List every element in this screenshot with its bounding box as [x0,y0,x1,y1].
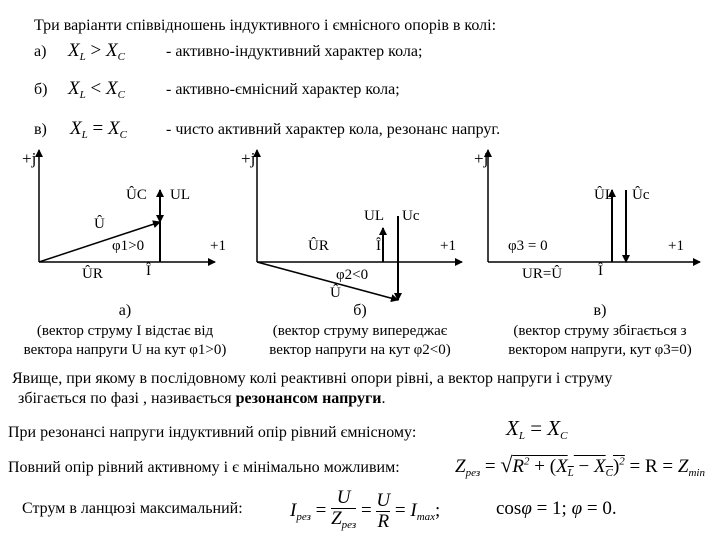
impedance-text: Повний опір рівний активному і є мінімально можливим: [8,459,400,476]
uc-label-c: Ûc [632,187,650,203]
caption-line2-a: вектора напруги U на кут φ1>0) [23,342,227,358]
caption-line1-a: (вектор струму І відстає від [36,323,214,339]
uc-label-b: Uc [402,208,420,224]
intro-text: Три варіанти співвідношень індуктивного і ємнісного опорів в колі: [34,17,497,34]
resonance-text: При резонансі напруги індуктивний опір рівний ємнісному: [8,424,417,441]
impedance-formula: $Z_{рез} = √R^2 + (X_L - X_C)^2 = R = Z_{min}$ [455,452,705,479]
resonance-formula: $X_L = X_C$ [506,416,568,442]
definition-line2: збігається по фазі , називається резонансом напруги. [18,390,386,407]
case-a-marker: а) [34,43,47,60]
current-formula: $I_{рез}$ = U $Z_{рез}$ = $\frac{U}{R}$ = $I_{max}$; [290,487,441,532]
case-c-desc: - чисто активний характер кола, резонанс напруг. [166,121,501,138]
vector-u-b [257,262,398,300]
angle-label-c: φ3 = 0 [508,238,548,254]
axis-real-label-c: +1 [668,238,684,254]
axis-j-label-a: +j [22,149,37,168]
uc-label-a: ÛC [126,187,147,203]
case-c-formula: $X_L = X_C$ [70,118,127,141]
angle-label-b: φ2<0 [336,267,369,283]
case-b-marker: б) [34,81,48,98]
u-label-a: Û [94,216,105,232]
u-label-b: Û [330,285,341,301]
caption-line1-c: (вектор струму збігається з [513,323,687,339]
axis-real-label-b: +1 [440,238,456,254]
current-text: Струм в ланцюзі максимальний: [22,500,243,517]
ul-label-c: ÛL [594,187,614,203]
caption-letter-b: б) [353,302,367,319]
axis-j-label-b: +j [241,149,256,168]
case-b-desc: - активно-ємнісний характер кола; [166,81,400,98]
ul-label-a: UL [170,187,190,203]
ur-label-a: ÛR [82,266,103,282]
case-b-formula: $X_L < X_C$ [68,78,125,101]
caption-line2-c: вектором напруги, кут φ3=0) [508,342,692,358]
caption-line1-b: (вектор струму випереджає [272,323,448,339]
cos-formula: cosφ = 1; φ = 0. [496,498,617,519]
definition-line1: Явище, при якому в послідовному колі реактивні опори рівні, а вектор напруги і струму [12,370,613,387]
current-label-a: Î [146,263,151,279]
angle-label-a: φ1>0 [112,238,145,254]
case-a-desc: - активно-індуктивний характер кола; [166,43,423,60]
ul-label-b: UL [364,208,384,224]
axis-real-label-a: +1 [210,238,226,254]
ur-label-c: UR=Û [522,266,563,282]
current-label-c: Î [598,263,603,279]
caption-letter-a: а) [118,302,132,319]
caption-letter-c: в) [593,302,607,319]
definition-term: резонансом напруги [235,390,382,407]
current-label-b: Î [376,238,381,254]
caption-line2-b: вектор напруги на кут φ2<0) [269,342,451,358]
ur-label-b: ÛR [308,238,329,254]
case-a-formula: $X_L > X_C$ [68,40,125,63]
case-c-marker: в) [34,121,47,138]
axis-j-label-c: +j [474,149,489,168]
